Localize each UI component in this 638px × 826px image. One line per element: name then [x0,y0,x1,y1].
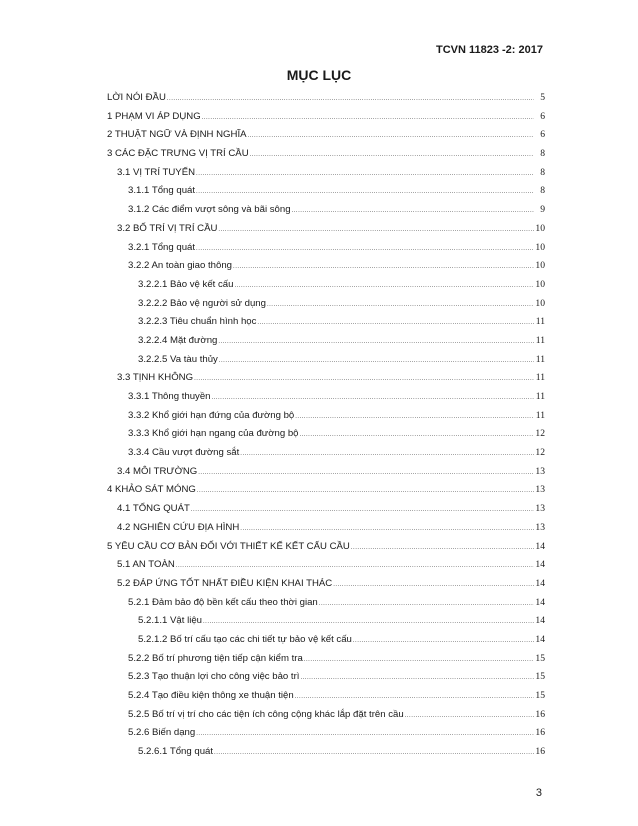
toc-entry-page: 14 [535,559,545,571]
toc-entry-title: 3.2.2.4 Mặt đường [138,334,218,346]
toc-entry[interactable] [107,746,545,765]
toc-dot-leader [405,713,534,719]
toc-entry[interactable] [107,185,545,204]
toc-entry-page: 12 [535,447,545,459]
toc-dot-leader [300,675,534,681]
toc-dot-leader [240,526,534,532]
toc-entry-title: 3.1.2 Các điểm vượt sông và bãi sông [128,204,291,216]
toc-entry-title: 5.2.1.1 Vật liệu [138,615,203,627]
toc-entry-page: 5 [540,92,545,103]
toc-entry-page: 9 [540,204,545,216]
toc-entry-page: 11 [535,353,545,365]
toc-entry-page: 14 [535,540,545,552]
toc-dot-leader [218,339,534,345]
toc-dot-leader [295,694,534,700]
standard-code-header: TCVN 11823 -2: 2017 [435,44,543,56]
toc-entry[interactable] [107,372,545,391]
toc-entry[interactable] [107,522,545,541]
toc-entry[interactable] [107,223,545,242]
toc-entry-title: 5.2.1 Đảm bảo độ bền kết cấu theo thời gian [128,596,318,608]
toc-entry-page: 8 [540,166,545,178]
toc-dot-leader [353,638,534,644]
toc-entry-title: 3.3.4 Cầu vượt đường sắt [128,447,240,459]
toc-entry[interactable] [107,111,545,130]
toc-dot-leader [304,657,534,663]
toc-entry[interactable] [107,671,545,690]
toc-entry[interactable] [107,391,545,410]
toc-entry-page: 15 [535,690,545,701]
toc-entry[interactable] [107,298,545,317]
toc-dot-leader [212,395,534,401]
toc-entry-title: 5.2 ĐÁP ỨNG TỐT NHẤT ĐIỀU KIỆN KHAI THÁC [117,577,333,589]
toc-entry-title: 3.1 VỊ TRÍ TUYẾN [117,166,196,178]
toc-entry[interactable] [107,447,545,466]
toc-entry-title: LỜI NÓI ĐẦU [107,92,166,103]
toc-entry-page: 14 [535,577,545,589]
toc-entry[interactable] [107,690,545,709]
toc-entry-page: 13 [535,503,545,515]
toc-dot-leader [233,264,534,270]
toc-entry-page: 8 [540,148,545,160]
toc-entry[interactable] [107,92,545,111]
toc-entry[interactable] [107,167,545,186]
toc-entry-page: 11 [535,409,545,421]
toc-entry-title: 3 CÁC ĐẶC TRƯNG VỊ TRÍ CẦU [107,148,249,160]
toc-entry[interactable] [107,316,545,335]
toc-entry[interactable] [107,653,545,672]
toc-entry[interactable] [107,335,545,354]
toc-dot-leader [292,208,534,214]
toc-dot-leader [176,563,534,569]
toc-entry[interactable] [107,541,545,560]
toc-entry-page: 13 [535,484,545,496]
toc-entry[interactable] [107,148,545,167]
toc-entry-title: 3.2.2.5 Va tàu thủy [138,353,218,365]
toc-entry-title: 3.3.1 Thông thuyền [128,391,211,402]
toc-entry[interactable] [107,559,545,578]
toc-dot-leader [167,96,534,102]
toc-entry-page: 12 [535,428,545,440]
toc-entry-page: 13 [535,465,545,477]
toc-entry-title: 5.2.1.2 Bố trí cấu tạo các chi tiết tự bảo vệ kết cấu [138,633,352,645]
toc-entry[interactable] [107,709,545,728]
toc-entry-title: 5.2.6.1 Tổng quát [138,746,214,758]
toc-entry-page: 16 [535,708,545,720]
toc-dot-leader [203,619,534,625]
toc-entry-page: 8 [540,185,545,197]
toc-entry-page: 15 [535,671,545,683]
toc-dot-leader [196,731,534,737]
toc-entry-page: 6 [540,129,545,141]
toc-entry-title: 3.3.3 Khổ giới hạn ngang của đường bộ [128,428,299,440]
table-of-contents [107,92,545,765]
toc-entry-title: 5.2.5 Bố trí vị trí cho các tiện ích công cộng khác lắp đặt trên cầu [128,708,404,720]
toc-entry-title: 3.2.2.1 Bảo vệ kết cấu [138,278,234,290]
toc-entry-page: 10 [535,297,545,309]
page-number: 3 [535,787,542,799]
toc-dot-leader [333,582,534,588]
toc-entry-page: 10 [535,222,545,234]
toc-dot-leader [250,152,534,158]
toc-entry-page: 16 [535,746,545,758]
toc-dot-leader [300,432,535,438]
toc-entry[interactable] [107,354,545,373]
toc-dot-leader [198,470,534,476]
toc-dot-leader [197,488,534,494]
toc-entry[interactable] [107,242,545,261]
toc-entry[interactable] [107,484,545,503]
toc-entry[interactable] [107,260,545,279]
toc-dot-leader [351,545,534,551]
toc-entry-page: 16 [535,727,545,739]
toc-entry-title: 4 KHẢO SÁT MÓNG [107,484,196,496]
toc-entry-page: 10 [535,278,545,290]
toc-entry-title: 4.1 TỔNG QUÁT [117,503,190,515]
toc-entry-page: 14 [535,596,545,608]
toc-entry-page: 15 [535,652,545,664]
toc-entry-title: 4.2 NGHIÊN CỨU ĐỊA HÌNH [117,521,240,533]
toc-dot-leader [234,283,534,289]
toc-entry-page: 11 [535,391,545,402]
toc-entry[interactable] [107,204,545,223]
toc-entry-title: 5.2.4 Tạo điều kiện thông xe thuận tiện [128,690,294,701]
toc-entry-title: 5.1 AN TOÀN [117,559,175,571]
toc-dot-leader [257,320,534,326]
toc-dot-leader [248,133,534,139]
toc-entry-page: 11 [535,316,545,328]
toc-entry-page: 10 [535,260,545,272]
toc-entry-title: 5.2.3 Tạo thuận lợi cho công việc bảo trì [128,671,300,683]
toc-dot-leader [319,601,534,607]
toc-dot-leader [219,358,534,364]
toc-dot-leader [202,115,534,121]
toc-dot-leader [194,376,534,382]
toc-dot-leader [196,189,534,195]
toc-entry-page: 13 [535,521,545,533]
toc-entry[interactable] [107,597,545,616]
toc-dot-leader [295,414,534,420]
toc-dot-leader [191,507,534,513]
toc-dot-leader [218,227,534,233]
toc-dot-leader [267,302,534,308]
toc-entry-page: 14 [535,633,545,645]
toc-entry[interactable] [107,634,545,653]
toc-entry-page: 11 [535,334,545,346]
toc-entry[interactable] [107,279,545,298]
toc-entry-page: 10 [535,241,545,253]
toc-dot-leader [196,171,534,177]
toc-entry-title: 3.2.2.3 Tiêu chuẩn hình học [138,316,257,328]
toc-entry-title: 3.2 BỐ TRÍ VỊ TRÍ CẦU [117,222,218,234]
toc-dot-leader [214,750,534,756]
toc-dot-leader [240,451,534,457]
toc-entry[interactable] [107,615,545,634]
toc-entry[interactable] [107,503,545,522]
toc-entry-page: 6 [540,110,545,122]
toc-entry-title: 3.2.1 Tổng quát [128,241,196,253]
toc-entry-title: 5 YÊU CẦU CƠ BẢN ĐỐI VỚI THIẾT KẾ KẾT CẤU CẦU [107,540,350,552]
toc-entry[interactable] [107,410,545,429]
toc-entry-page: 14 [535,615,545,627]
toc-dot-leader [196,246,534,252]
toc-entry[interactable] [107,727,545,746]
toc-entry[interactable] [107,578,545,597]
page-title: MỤC LỤC [286,67,352,83]
toc-entry-title: 3.2.2.2 Bảo vệ người sử dụng [138,297,266,309]
toc-entry-title: 5.2.6 Biến dạng [128,727,196,739]
toc-entry-title: 2 THUẬT NGỮ VÀ ĐỊNH NGHĨA [107,129,247,141]
toc-entry-title: 3.3 TỊNH KHÔNG [117,372,194,384]
toc-entry[interactable] [107,428,545,447]
toc-entry-title: 3.4 MÔI TRƯỜNG [117,465,198,477]
toc-entry-title: 1 PHẠM VI ÁP DỤNG [107,110,201,122]
toc-entry-title: 5.2.2 Bố trí phương tiện tiếp cận kiểm tra [128,652,303,664]
toc-entry[interactable] [107,129,545,148]
toc-entry-page: 11 [535,372,545,384]
toc-entry-title: 3.2.2 An toàn giao thông [128,260,233,272]
toc-entry-title: 3.3.2 Khổ giới hạn đứng của đường bộ [128,409,295,421]
toc-entry[interactable] [107,466,545,485]
toc-entry-title: 3.1.1 Tổng quát [128,185,196,197]
